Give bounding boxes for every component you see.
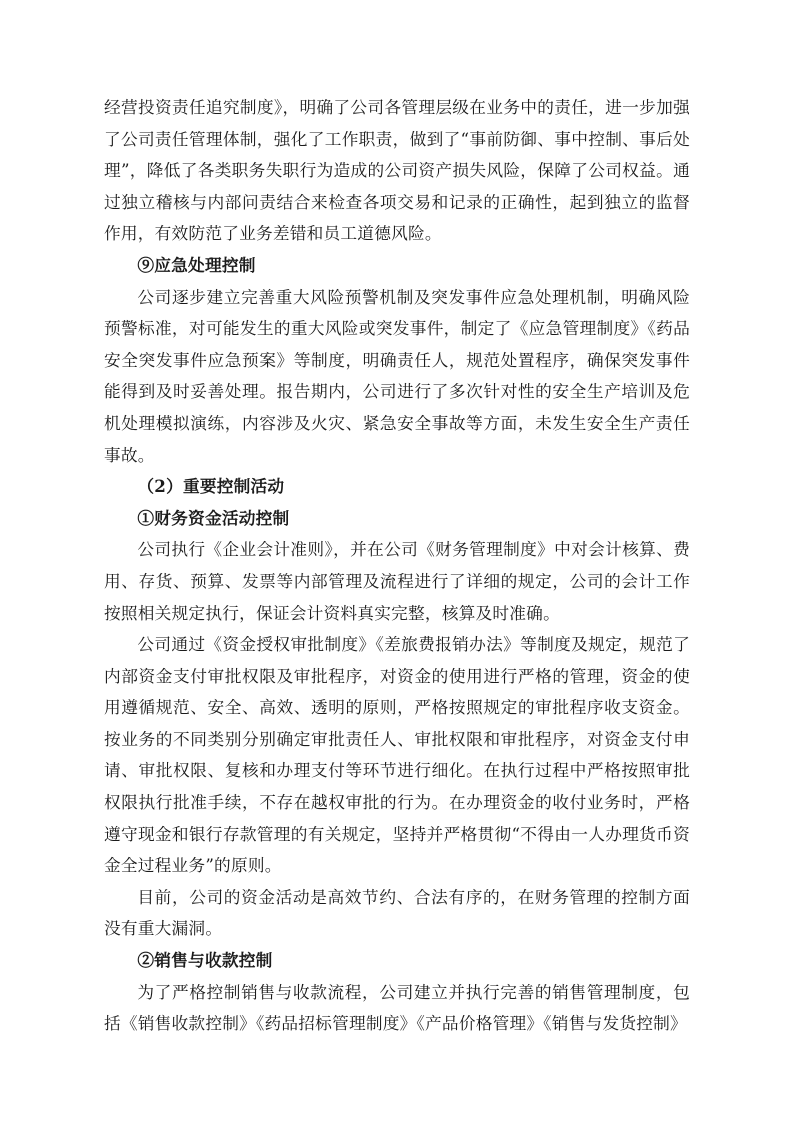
paragraph: 公司执行《企业会计准则》，并在公司《财务管理制度》中对会计核算、费用、存货、预算、发票等内部管理及流程进行了详细的规定，公司的会计工作按照相关规定执行，保证会计资料真实完整，核算及时准确。 [104, 539, 690, 623]
section-heading-important-control-activities: （2）重要控制活动 [137, 476, 285, 497]
section-heading-sales-collection-control: ②销售与收款控制 [137, 950, 273, 971]
section-heading-emergency-control: ⑨应急处理控制 [137, 254, 256, 275]
paragraph-continuation: 经营投资责任追究制度》，明确了公司各管理层级在业务中的责任，进一步加强了公司责任管理体制，强化了工作职责，做到了“事前防御、事中控制、事后处理”，降低了各类职务失职行为造成的公司资产损失风险，保障了公司权益。通过独立稽核与内部问责结合来检查各项交易和记录的正确性，起到独立的监督作用，有效防范了业务差错和员工道德风险。 [104, 97, 690, 244]
paragraph: 公司逐步建立完善重大风险预警机制及突发事件应急处理机制，明确风险预警标准，对可能发生的重大风险或突发事件，制定了《应急管理制度》《药品安全突发事件应急预案》等制度，明确责任人，规范处置程序，确保突发事件能得到及时妥善处理。报告期内，公司进行了多次针对性的安全生产培训及危机处理模拟演练，内容涉及火灾、紧急安全事故等方面，未发生安全生产责任事故。 [104, 286, 690, 465]
paragraph: 目前，公司的资金活动是高效节约、合法有序的，在财务管理的控制方面没有重大漏洞。 [104, 886, 690, 939]
paragraph: 为了严格控制销售与收款流程，公司建立并执行完善的销售管理制度，包括《销售收款控制》《药品招标管理制度》《产品价格管理》《销售与发货控制》 [104, 981, 690, 1034]
section-heading-finance-funds-control: ①财务资金活动控制 [137, 507, 290, 528]
paragraph: 公司通过《资金授权审批制度》《差旅费报销办法》等制度及规定，规范了内部资金支付审批权限及审批程序，对资金的使用进行严格的管理，资金的使用遵循规范、安全、高效、透明的原则，严格按照规定的审批程序收支资金。按业务的不同类别分别确定审批责任人、审批权限和审批程序，对资金支付申请、审批权限、复核和办理支付等环节进行细化。在执行过程中严格按照审批权限执行批准手续，不存在越权审批的行为。在办理资金的收付业务时，严格遵守现金和银行存款管理的有关规定，坚持并严格贯彻“不得由一人办理货币资金全过程业务”的原则。 [104, 634, 690, 876]
